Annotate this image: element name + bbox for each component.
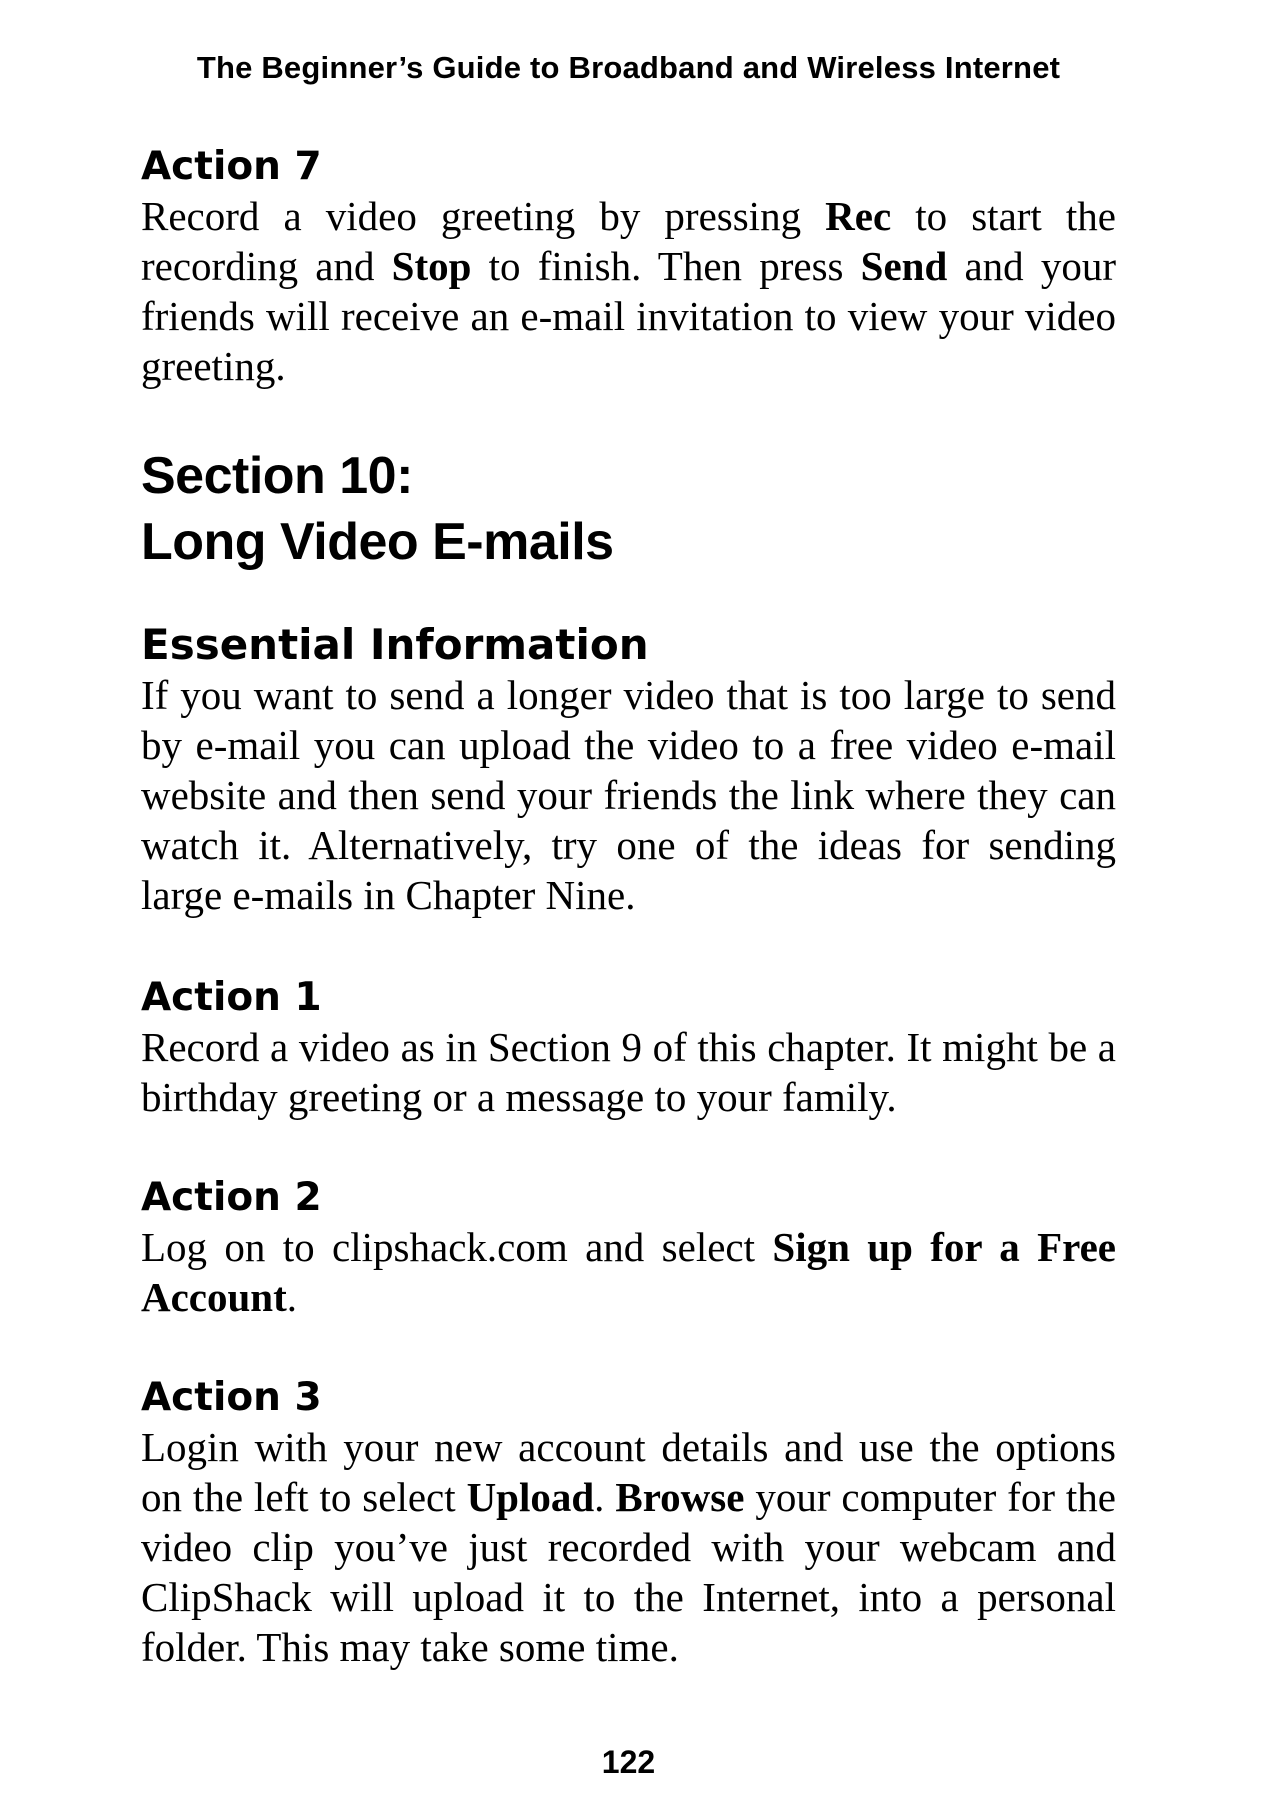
action-7-text: Record a video greeting by pressing Rec to start the recording and Stop to finish. Then press Send and your friends will receive an e-mail invitation to view your video greeting. [141,193,1117,389]
action-3-text: Login with your new account details and use the options on the left to select Upload. Browse your computer for the video clip you’ve just recorded with your webcam and ClipShack will upload it to the Internet, into a personal folder. This may take some time. [141,1424,1116,1670]
action-3-block [141,1374,1116,1672]
page-number: 122 [601,1744,656,1780]
section-title-line-2: Long Video E-mails [141,513,614,571]
browse-term: Browse [615,1474,745,1520]
action-7-block [141,143,1116,391]
sign-up-term: Sign up for a Free Account [141,1224,1116,1320]
running-head: The Beginner’s Guide to Broadband and Wireless Internet [196,50,1061,85]
action-2-heading: Action 2 [141,1175,322,1220]
essential-information-heading: Essential Information [141,620,649,669]
rec-term: Rec [825,193,892,239]
essential-information-block [141,620,1116,920]
action-2-block [141,1174,1116,1322]
action-7-heading: Action 7 [141,144,322,189]
upload-term: Upload [466,1474,595,1520]
action-1-block [141,974,1116,1122]
action-2-text: Log on to clipshack.com and select Sign up for a Free Account. [141,1224,1116,1320]
book-page [141,0,1116,1800]
action-1-heading: Action 1 [141,975,322,1020]
action-1-text: Record a video as in Section 9 of this chapter. It might be a birthday greeting or a message to your family. [141,1024,1116,1120]
section-title-line-1: Section 10: [141,447,413,505]
action-3-heading: Action 3 [141,1375,322,1420]
stop-term: Stop [391,243,472,289]
send-term: Send [860,243,948,289]
essential-information-text: If you want to send a longer video that is too large to send by e-mail you can upload the video to a free video e-mail website and then send your friends the link where they can watch it. Alternatively, try one of the ideas for sending large e-mails in Chapter Nine. [141,672,1116,918]
section-title-block [141,443,1116,575]
